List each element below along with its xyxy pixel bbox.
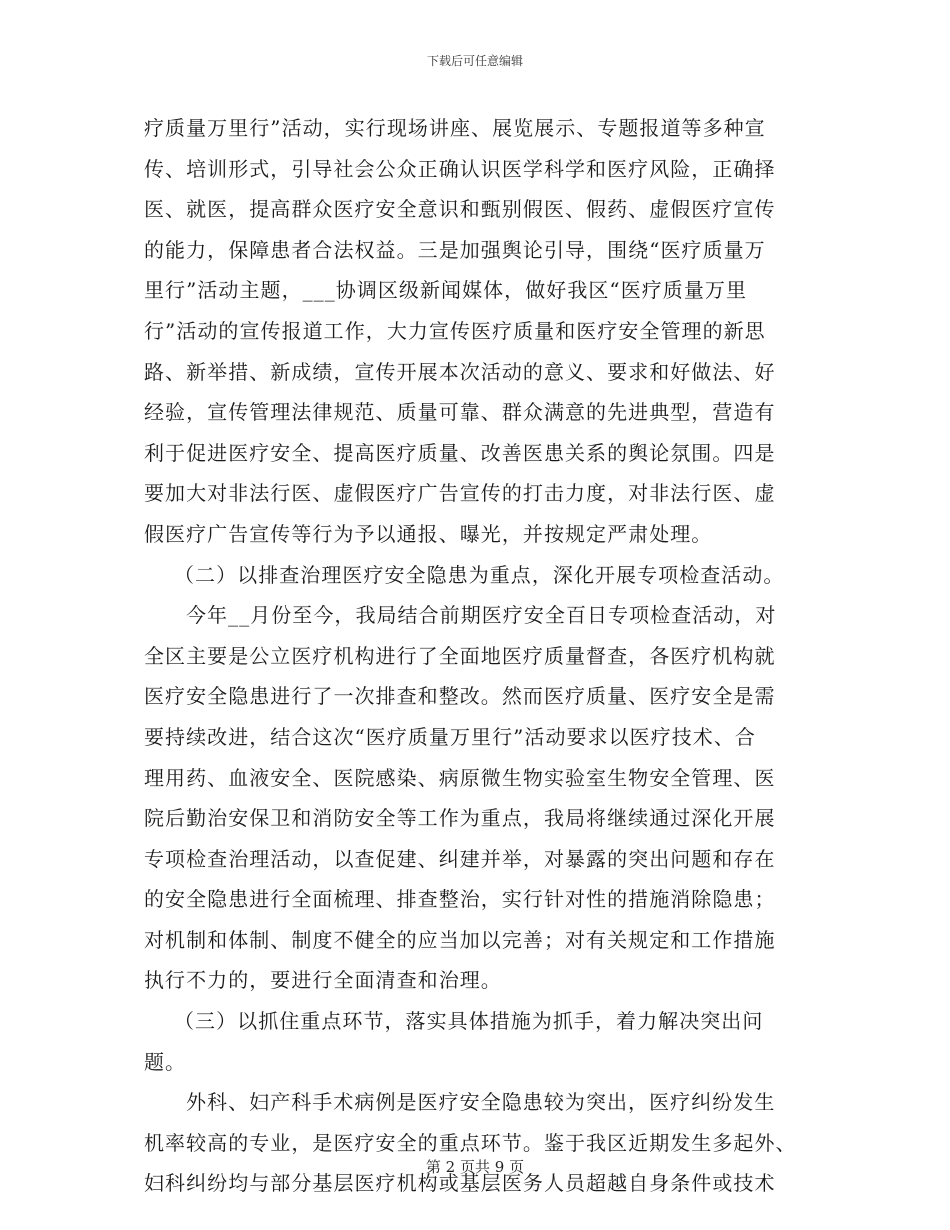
section-heading-2: （二）以排查治理医疗安全隐患为重点，深化开展专项检查活动。 — [174, 562, 785, 587]
text-line: 执行不力的，要进行全面清查和治理。 — [144, 968, 502, 993]
text-line: 院后勤治安保卫和消防安全等工作为重点，我局将继续通过深化开展 — [144, 806, 776, 831]
text-line: 医、就医，提高群众医疗安全意识和甄别假医、假药、虚假医疗宣传 — [144, 197, 776, 222]
text-line: 对机制和体制、制度不健全的应当加以完善；对有关规定和工作措施 — [144, 927, 776, 952]
text-line: 理用药、血液安全、医院感染、病原微生物实验室生物安全管理、医 — [144, 765, 776, 790]
text-line: 的能力，保障患者合法权益。三是加强舆论引导，围绕“医疗质量万 — [144, 237, 766, 262]
text-line: 要加大对非法行医、虚假医疗广告宣传的打击力度，对非法行医、虚 — [144, 481, 776, 506]
text-line: 利于促进医疗安全、提高医疗质量、改善医患关系的舆论氛围。四是 — [144, 440, 776, 465]
text-line: 全区主要是公立医疗机构进行了全面地医疗质量督查，各医疗机构就 — [144, 643, 776, 668]
text-line: 疗质量万里行”活动，实行现场讲座、展览展示、专题报道等多种宣 — [144, 116, 766, 140]
page-number-footer: 第 2 页共 9 页 — [425, 1158, 525, 1176]
text-line: 题。 — [144, 1049, 187, 1074]
section-heading-3: （三）以抓住重点环节，落实具体措施为抓手，着力解决突出问 — [174, 1009, 764, 1034]
text-line: 妇科纠纷均与部分基层医疗机构或基层医务人员超越自身条件或技术 — [144, 1171, 776, 1196]
text-line: 机率较高的专业，是医疗安全的重点环节。鉴于我区近期发生多起外、 — [144, 1130, 797, 1155]
text-line: 要持续改进，结合这次“医疗质量万里行”活动要求以医疗技术、合 — [144, 724, 756, 749]
paragraph-start-line: 今年__月份至今，我局结合前期医疗安全百日专项检查活动，对 — [186, 603, 777, 628]
page-header: 下载后可任意编辑 — [426, 54, 523, 68]
text-line: 行”活动的宣传报道工作，大力宣传医疗质量和医疗安全管理的新思 — [144, 318, 766, 343]
text-line: 专项检查治理活动，以查促建、纠建并举，对暴露的突出问题和存在 — [144, 846, 776, 871]
text-line: 假医疗广告宣传等行为予以通报、曝光，并按规定严肃处理。 — [144, 521, 713, 546]
text-line: 里行”活动主题，___协调区级新闻媒体，做好我区“医疗质量万里 — [144, 278, 747, 303]
document-body — [144, 108, 824, 1204]
text-line: 路、新举措、新成绩，宣传开展本次活动的意义、要求和好做法、好 — [144, 359, 776, 384]
text-line: 传、培训形式，引导社会公众正确认识医学科学和医疗风险，正确择 — [144, 156, 776, 181]
text-line: 经验，宣传管理法律规范、质量可靠、群众满意的先进典型，营造有 — [144, 400, 776, 425]
text-line: 的安全隐患进行全面梳理、排查整治，实行针对性的措施消除隐患； — [144, 887, 776, 912]
paragraph-start-line: 外科、妇产科手术病例是医疗安全隐患较为突出，医疗纠纷发生 — [186, 1090, 776, 1115]
text-line: 医疗安全隐患进行了一次排查和整改。然而医疗质量、医疗安全是需 — [144, 684, 776, 709]
